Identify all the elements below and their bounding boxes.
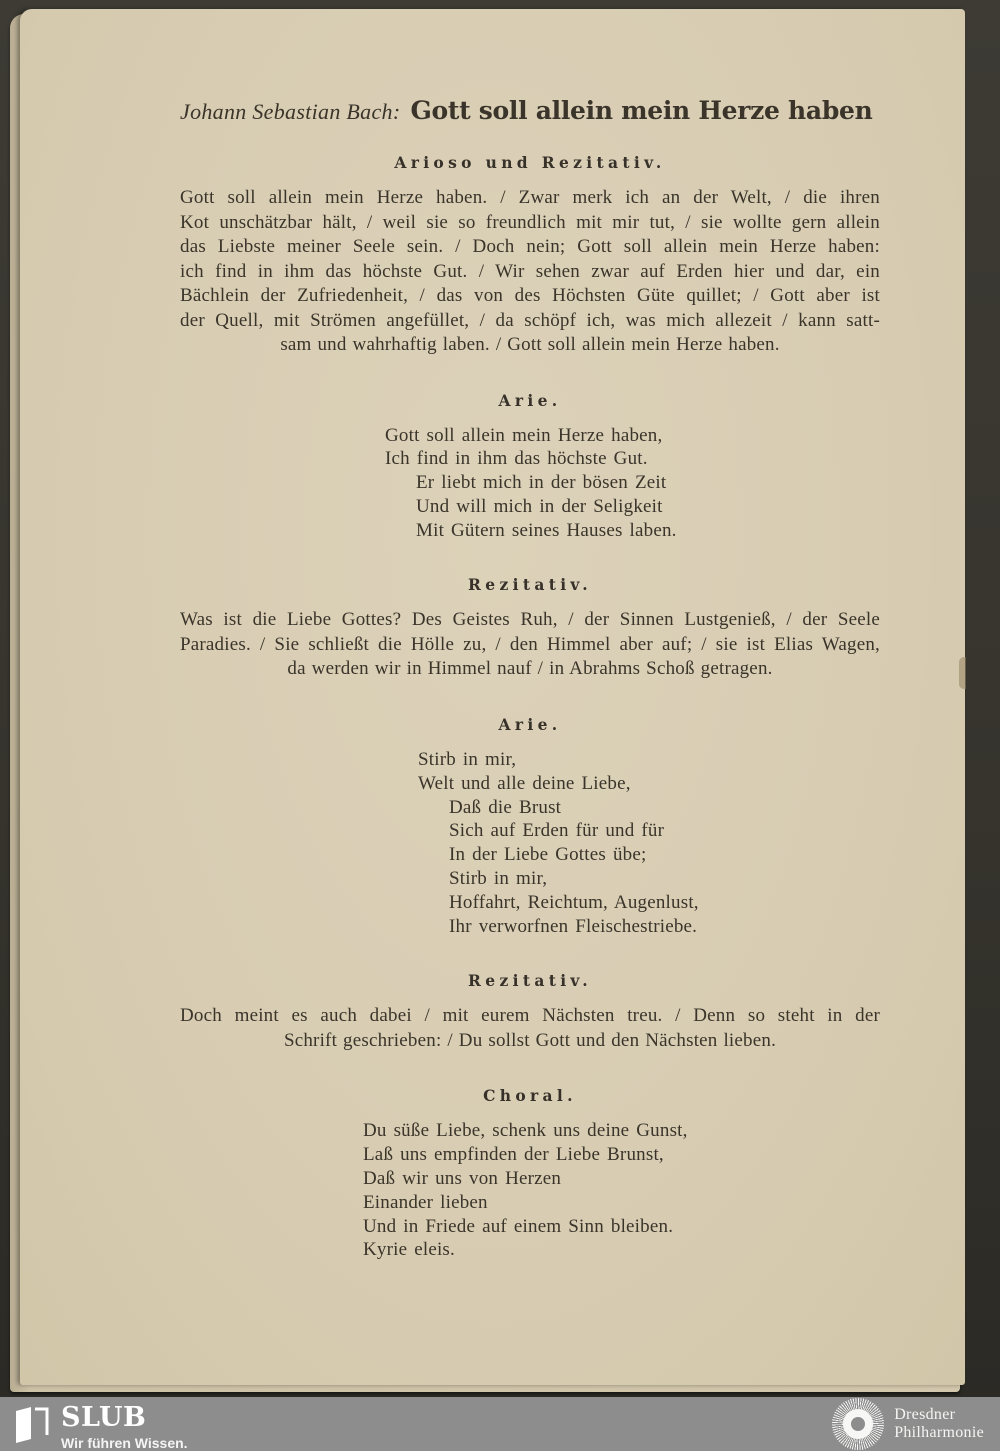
verse-line: Und will mich in der Seligkeit	[416, 495, 663, 517]
prose-line: ich find in ihm das höchste Gut. / Wir sehen zwar auf Erden hier und dar, ein	[180, 260, 880, 282]
section-heading: Rezitativ.	[468, 575, 592, 595]
work-title: Gott soll allein mein Herze haben	[410, 96, 873, 125]
orchestra-name	[894, 1406, 984, 1442]
slub-logo	[14, 1398, 188, 1451]
verse-line: Laß uns empfinden der Liebe Brunst,	[363, 1144, 664, 1166]
verse-line: Ihr verworfnen Fleischestriebe.	[449, 915, 698, 937]
section-rezitativ-1	[180, 575, 880, 682]
verse-line: Stirb in mir,	[418, 748, 517, 770]
section-heading: Rezitativ.	[468, 971, 592, 991]
section-arioso-rezitativ	[180, 153, 880, 358]
section-choral	[180, 1086, 880, 1262]
slub-tagline: Wir führen Wissen.	[61, 1434, 188, 1451]
libretto-prose	[180, 1004, 880, 1053]
prose-line: Was ist die Liebe Gottes? Des Geistes Ruh, / der Sinnen Lustgenieß, / der Seele	[180, 609, 880, 631]
verse-line: Hoffahrt, Reichtum, Augenlust,	[449, 891, 699, 913]
section-arie-1	[180, 391, 880, 543]
section-rezitativ-2	[180, 971, 880, 1053]
verse-line: Ich find in ihm das höchste Gut.	[385, 448, 648, 470]
prose-line: der Quell, mit Strömen angefüllet, / da schöpf ich, was mich allezeit / kann satt-	[180, 309, 880, 331]
verse-line: In der Liebe Gottes übe;	[449, 844, 647, 866]
verse-line: Du süße Liebe, schenk uns deine Gunst,	[363, 1120, 688, 1142]
prose-line: Doch meint es auch dabei / mit eurem Nächsten treu. / Denn so steht in der	[180, 1005, 880, 1027]
paper-edge-notch	[959, 657, 966, 689]
verse-line: Welt und alle deine Liebe,	[418, 772, 631, 794]
prose-line: da werden wir in Himmel nauf / in Abrahms Schoß getragen.	[287, 658, 773, 680]
program-page	[20, 9, 965, 1385]
page-title	[180, 95, 880, 127]
verse-line: Und in Friede auf einem Sinn bleiben.	[363, 1215, 674, 1237]
prose-line: Schrift geschrieben: / Du sollst Gott und den Nächsten lieben.	[283, 1029, 777, 1051]
orchestra-name-line1: Dresdner	[894, 1406, 956, 1423]
verse-line: Sich auf Erden für und für	[449, 820, 665, 842]
prose-line: sam und wahrhaftig laben. / Gott soll allein mein Herze haben.	[280, 334, 780, 355]
prose-line: Gott soll allein mein Herze haben. / Zwar merk ich an der Welt, / die ihren	[180, 187, 880, 208]
verse-line: Daß wir uns von Herzen	[363, 1167, 562, 1189]
verse-line: Daß die Brust	[449, 796, 562, 818]
section-heading: Arie.	[498, 390, 562, 410]
watermark-footer-bar	[0, 1397, 1000, 1451]
section-heading: Choral.	[483, 1086, 577, 1106]
prose-line: Paradies. / Sie schließt die Hölle zu, / den Himmel aber auf; / sie ist Elias Wagen,	[180, 633, 880, 655]
libretto-verse	[363, 1119, 880, 1262]
libretto-verse	[418, 748, 880, 938]
verse-line: Einander lieben	[363, 1191, 488, 1213]
libretto-prose	[180, 186, 880, 358]
verse-line: Stirb in mir,	[449, 867, 548, 889]
prose-line: Bächlein der Zufriedenheit, / das von des Höchsten Güte quillet; / Gott aber ist	[180, 285, 880, 306]
section-heading: Arioso und Rezitativ.	[394, 153, 666, 172]
verse-line: Gott soll allein mein Herze haben,	[385, 424, 663, 446]
libretto-prose	[180, 608, 880, 682]
page-content	[180, 9, 880, 1262]
sunburst-icon	[832, 1398, 884, 1450]
composer-name: Johann Sebastian Bach:	[180, 99, 401, 124]
section-arie-2	[180, 715, 880, 938]
orchestra-name-line2: Philharmonie	[894, 1424, 984, 1441]
dresdner-philharmonie-logo	[832, 1398, 984, 1450]
verse-line: Mit Gütern seines Hauses laben.	[416, 519, 677, 541]
verse-line: Kyrie eleis.	[363, 1239, 455, 1261]
libretto-verse	[385, 424, 880, 543]
slub-text	[61, 1401, 188, 1451]
prose-line: Kot unschätzbar hält, / weil sie so freundlich mit mir tut, / sie wollte gern allein	[180, 211, 880, 233]
slub-name: SLUB	[61, 1401, 147, 1433]
verse-line: Er liebt mich in der bösen Zeit	[416, 472, 667, 494]
open-book-icon	[14, 1404, 50, 1444]
section-heading: Arie.	[498, 714, 562, 734]
prose-line: das Liebste meiner Seele sein. / Doch nein; Gott soll allein mein Herze haben:	[180, 236, 880, 257]
